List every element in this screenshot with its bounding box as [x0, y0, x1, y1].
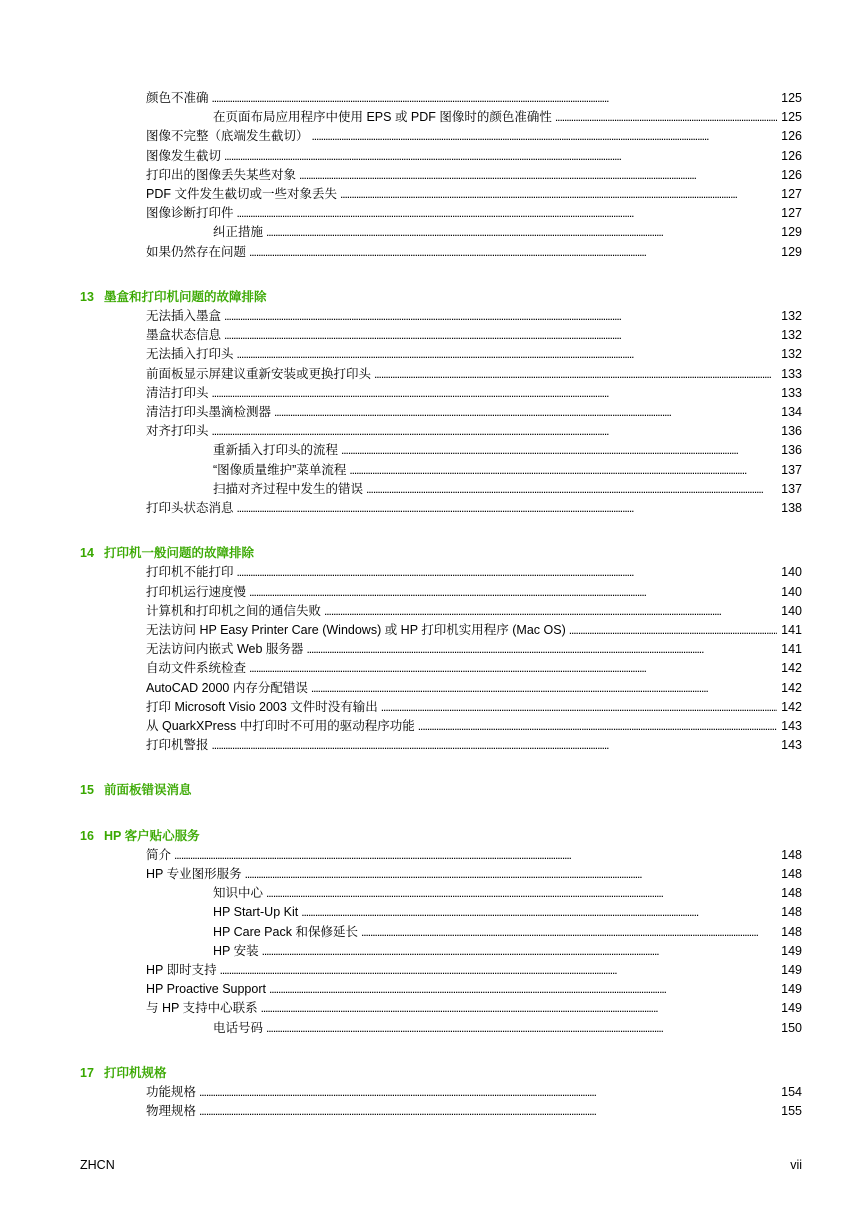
toc-page-number: 136 [781, 443, 802, 458]
dot-leader [224, 325, 777, 345]
toc-entry-title: 清洁打印头墨滴检测器 [146, 405, 272, 419]
toc-page-number: 126 [781, 129, 802, 144]
chapter-title: 前面板错误消息 [104, 783, 192, 798]
toc-entry-title: 在页面布局应用程序中使用 EPS 或 PDF 图像时的颜色准确性 [213, 110, 552, 125]
dot-leader [237, 498, 778, 518]
toc-entry[interactable] [146, 845, 802, 865]
toc-entry-title: 无法插入打印头 [146, 347, 234, 362]
chapter-number: 15 [80, 783, 94, 798]
toc-page-number: 141 [781, 642, 802, 657]
toc-entry-title: 墨盒状态信息 [146, 328, 222, 343]
toc-page-number: 132 [781, 309, 802, 323]
chapter-number: 14 [80, 546, 94, 561]
toc-entry-title: 无法访问内嵌式 Web 服务器 [146, 642, 304, 657]
toc-page-number: 142 [781, 699, 802, 714]
dot-leader [224, 146, 777, 166]
dot-leader [266, 1018, 777, 1038]
dot-leader [374, 364, 777, 384]
toc-entry-title: 打印出的图像丢失某些对象 [146, 167, 297, 182]
toc-entry-title: 打印头状态消息 [146, 501, 234, 515]
toc-entry-title: “图像质量维护”菜单流程 [213, 462, 347, 477]
toc-entry-title: 打印机运行速度慢 [146, 584, 247, 599]
dot-leader [341, 440, 777, 460]
toc-entry[interactable] [146, 88, 802, 108]
dot-leader [366, 479, 777, 499]
toc-page-number: 132 [781, 347, 802, 362]
toc-subentry[interactable] [213, 440, 802, 460]
toc-page-number: 140 [781, 565, 802, 580]
toc-subentry[interactable] [213, 902, 802, 922]
chapter-heading[interactable] [80, 543, 254, 563]
toc-page-number: 149 [781, 982, 802, 997]
toc-page-number: 129 [781, 225, 802, 240]
dot-leader [569, 620, 777, 640]
toc-entry[interactable] [146, 960, 802, 980]
toc-page-number: 141 [781, 623, 802, 637]
chapter-title: 打印机一般问题的故障排除 [104, 546, 255, 561]
toc-entry-title: 打印 Microsoft Visio 2003 文件时没有输出 [146, 699, 378, 714]
toc-entry[interactable] [146, 402, 802, 422]
dot-leader [199, 1101, 777, 1121]
toc-page-number: 137 [781, 481, 802, 496]
toc-page-number: 148 [781, 867, 802, 881]
toc-page-number: 148 [781, 847, 802, 862]
toc-page-number: 134 [781, 405, 802, 419]
toc-page-number: 142 [781, 680, 802, 695]
dot-leader [340, 184, 777, 204]
chapter-heading[interactable] [80, 826, 200, 846]
toc-entry[interactable] [146, 582, 802, 602]
toc-entry[interactable] [146, 697, 802, 717]
toc-page-number: 126 [781, 148, 802, 163]
toc-page-number: 129 [781, 244, 802, 259]
dot-leader [212, 88, 778, 108]
toc-entry-title: HP 安装 [213, 943, 259, 958]
footer-left-label: ZHCN [80, 1158, 115, 1172]
toc-entry-title: 图像发生截切 [146, 148, 222, 163]
toc-entry-title: 前面板显示屏建议重新安装或更换打印头 [146, 366, 372, 381]
toc-page-number: 148 [781, 905, 802, 920]
toc-page-number: 150 [781, 1020, 802, 1035]
toc-subentry[interactable] [213, 460, 802, 480]
toc-entry[interactable] [146, 165, 802, 185]
toc-page-number: 133 [781, 385, 802, 400]
dot-leader [237, 562, 778, 582]
dot-leader [199, 1082, 777, 1102]
toc-page-number: 143 [781, 738, 802, 753]
dot-leader [324, 601, 777, 621]
chapter-number: 13 [80, 289, 94, 304]
toc-entry-title: 从 QuarkXPress 中打印时不可用的驱动程序功能 [146, 719, 415, 733]
toc-page-number: 149 [781, 963, 802, 977]
dot-leader [249, 658, 777, 678]
dot-leader [220, 960, 778, 980]
toc-entry[interactable] [146, 620, 802, 640]
dot-leader [301, 902, 777, 922]
toc-entry[interactable] [146, 306, 802, 326]
toc-entry-title: 物理规格 [146, 1104, 197, 1119]
toc-page-number: 149 [781, 1001, 802, 1016]
toc-page-number: 148 [781, 924, 802, 939]
toc-subentry[interactable] [213, 222, 802, 242]
toc-entry-title: 如果仍然存在问题 [146, 244, 247, 259]
chapter-title: 打印机规格 [104, 1065, 167, 1080]
chapter-title: 墨盒和打印机问题的故障排除 [104, 289, 267, 304]
toc-entry-title: 对齐打印头 [146, 424, 209, 439]
toc-entry-title: 计算机和打印机之间的通信失败 [146, 603, 322, 618]
dot-leader [224, 306, 777, 326]
dot-leader [237, 344, 778, 364]
toc-entry-title: 功能规格 [146, 1085, 197, 1099]
toc-entry-title: PDF 文件发生截切或一些对象丢失 [146, 187, 337, 201]
toc-subentry[interactable] [213, 479, 802, 499]
toc-subentry[interactable] [213, 941, 802, 961]
toc-entry[interactable] [146, 364, 802, 384]
toc-entry[interactable] [146, 184, 802, 204]
toc-entry[interactable] [146, 146, 802, 166]
toc-entry[interactable] [146, 421, 802, 441]
toc-subentry[interactable] [213, 883, 802, 903]
toc-entry[interactable] [146, 1082, 802, 1102]
toc-page-number: 125 [781, 91, 802, 105]
toc-entry-title: 颜色不准确 [146, 91, 209, 105]
toc-page-number: 136 [781, 424, 802, 439]
dot-leader [349, 460, 777, 480]
dot-leader [237, 203, 778, 223]
toc-entry[interactable] [146, 864, 802, 884]
footer-page-number: vii [790, 1158, 802, 1172]
chapter-heading[interactable] [80, 780, 192, 800]
toc-page-number: 149 [781, 943, 802, 958]
toc-page-number: 132 [781, 328, 802, 343]
toc-entry-title: 与 HP 支持中心联系 [146, 1001, 258, 1016]
toc-entry[interactable] [146, 678, 802, 698]
toc-entry-title: HP Start-Up Kit [213, 905, 299, 920]
toc-entry-title: 扫描对齐过程中发生的错误 [213, 481, 364, 496]
chapter-number: 17 [80, 1065, 94, 1080]
toc-entry[interactable] [146, 498, 802, 518]
toc-entry-title: 简介 [146, 847, 172, 862]
toc-entry[interactable] [146, 601, 802, 621]
toc-page-number: 154 [781, 1085, 802, 1099]
toc-entry-title: HP Proactive Support [146, 982, 266, 997]
dot-leader [311, 678, 777, 698]
dot-leader [245, 864, 778, 884]
chapter-heading[interactable] [80, 1063, 167, 1083]
toc-entry[interactable] [146, 716, 802, 736]
toc-entry-title: HP 即时支持 [146, 963, 217, 977]
toc-page-number: 143 [781, 719, 802, 733]
chapter-title: HP 客户贴心服务 [104, 828, 200, 843]
toc-page-number: 127 [781, 206, 802, 221]
dot-leader [174, 845, 777, 865]
dot-leader [249, 242, 777, 262]
toc-entry-title: HP Care Pack 和保修延长 [213, 924, 358, 939]
toc-page-number: 138 [781, 501, 802, 515]
toc-entry[interactable] [146, 203, 802, 223]
toc-entry[interactable] [146, 325, 802, 345]
chapter-number: 16 [80, 828, 94, 843]
toc-entry-title: 无法插入墨盒 [146, 309, 222, 323]
toc-entry-title: 电话号码 [213, 1020, 264, 1035]
dot-leader [274, 402, 777, 422]
toc-page-number: 140 [781, 584, 802, 599]
dot-leader [381, 697, 777, 717]
dot-leader [269, 979, 777, 999]
toc-page-number: 148 [781, 886, 802, 901]
toc-page-number: 155 [781, 1104, 802, 1119]
toc-entry[interactable] [146, 658, 802, 678]
toc-page-number: 127 [781, 187, 802, 201]
toc-page-number: 125 [781, 110, 802, 125]
toc-entry[interactable] [146, 242, 802, 262]
toc-entry-title: 图像不完整（底端发生截切） [146, 129, 309, 144]
toc-page-number: 140 [781, 603, 802, 618]
toc-entry[interactable] [146, 998, 802, 1018]
toc-subentry[interactable] [213, 107, 802, 127]
toc-entry-title: 打印机警报 [146, 738, 209, 753]
toc-entry[interactable] [146, 639, 802, 659]
toc-entry-title: 自动文件系统检查 [146, 661, 247, 676]
toc-entry-title: 知识中心 [213, 886, 264, 901]
toc-subentry[interactable] [213, 922, 802, 942]
toc-entry[interactable] [146, 126, 802, 146]
toc-entry[interactable] [146, 383, 802, 403]
toc-page-number: 133 [781, 366, 802, 381]
dot-leader [299, 165, 777, 185]
dot-leader [418, 716, 777, 736]
toc-page-number: 142 [781, 661, 802, 676]
dot-leader [262, 941, 778, 961]
toc-page-number: 126 [781, 167, 802, 182]
dot-leader [249, 582, 777, 602]
dot-leader [212, 421, 778, 441]
dot-leader [212, 735, 778, 755]
toc-entry-title: 打印机不能打印 [146, 565, 234, 580]
dot-leader [306, 639, 777, 659]
toc-entry-title: 图像诊断打印件 [146, 206, 234, 221]
chapter-heading[interactable] [80, 287, 267, 307]
toc-entry[interactable] [146, 344, 802, 364]
toc-entry[interactable] [146, 1101, 802, 1121]
dot-leader [266, 883, 777, 903]
toc-entry[interactable] [146, 735, 802, 755]
dot-leader [212, 383, 778, 403]
toc-entry[interactable] [146, 562, 802, 582]
toc-entry-title: 重新插入打印头的流程 [213, 443, 339, 458]
toc-subentry[interactable] [213, 1018, 802, 1038]
toc-entry[interactable] [146, 979, 802, 999]
toc-entry-title: AutoCAD 2000 内存分配错误 [146, 680, 308, 695]
dot-leader [312, 126, 778, 146]
dot-leader [261, 998, 778, 1018]
toc-page-number: 137 [781, 462, 802, 477]
dot-leader [555, 107, 777, 127]
toc-entry-title: 无法访问 HP Easy Printer Care (Windows) 或 HP 打印机实用程序 (Mac OS) [146, 623, 566, 637]
toc-entry-title: 纠正措施 [213, 225, 264, 240]
dot-leader [266, 222, 777, 242]
dot-leader [361, 922, 777, 942]
toc-entry-title: HP 专业图形服务 [146, 867, 242, 881]
toc-entry-title: 清洁打印头 [146, 385, 209, 400]
